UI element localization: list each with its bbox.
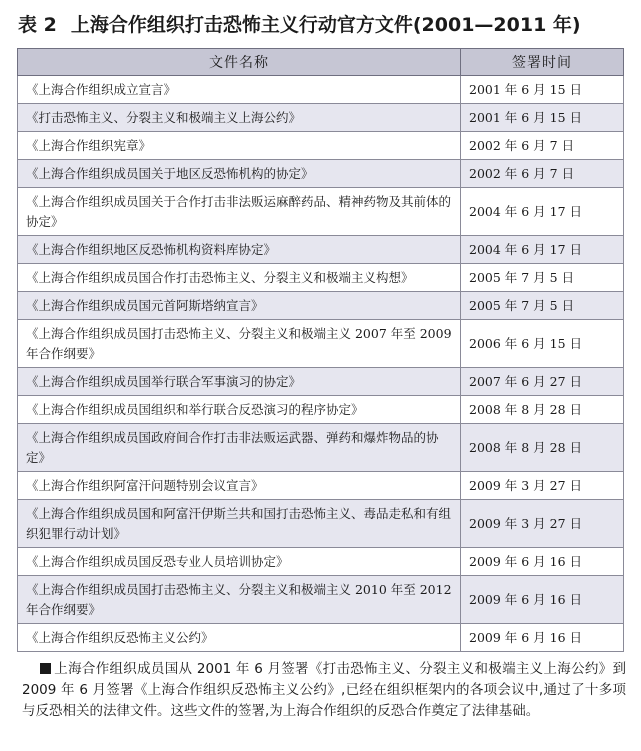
document-name: 《上海合作组织成员国反恐专业人员培训协定》 xyxy=(18,548,461,576)
table-row xyxy=(18,236,624,264)
table-row xyxy=(18,424,624,472)
column-header-date: 签署时间 xyxy=(461,49,624,76)
table-header-row xyxy=(18,49,624,76)
signing-date: 2006 年 6 月 15 日 xyxy=(461,320,624,368)
signing-date: 2008 年 8 月 28 日 xyxy=(461,424,624,472)
signing-date: 2004 年 6 月 17 日 xyxy=(461,236,624,264)
documents-table xyxy=(17,48,624,652)
table-row xyxy=(18,368,624,396)
document-name: 《上海合作组织成员国打击恐怖主义、分裂主义和极端主义 2010 年至 2012 年合作纲要》 xyxy=(18,576,461,624)
table-caption xyxy=(18,10,628,40)
document-name: 《上海合作组织成员国合作打击恐怖主义、分裂主义和极端主义构想》 xyxy=(18,264,461,292)
document-name: 《上海合作组织成员国举行联合军事演习的协定》 xyxy=(18,368,461,396)
document-name: 《打击恐怖主义、分裂主义和极端主义上海公约》 xyxy=(18,104,461,132)
signing-date: 2001 年 6 月 15 日 xyxy=(461,76,624,104)
table-row xyxy=(18,160,624,188)
document-name: 《上海合作组织成员国和阿富汗伊斯兰共和国打击恐怖主义、毒品走私和有组织犯罪行动计划》 xyxy=(18,500,461,548)
signing-date: 2005 年 7 月 5 日 xyxy=(461,264,624,292)
square-bullet-icon xyxy=(40,663,51,674)
signing-date: 2009 年 3 月 27 日 xyxy=(461,472,624,500)
signing-date: 2009 年 6 月 16 日 xyxy=(461,624,624,652)
document-name: 《上海合作组织成员国政府间合作打击非法贩运武器、弹药和爆炸物品的协定》 xyxy=(18,424,461,472)
signing-date: 2005 年 7 月 5 日 xyxy=(461,292,624,320)
table-row xyxy=(18,292,624,320)
document-name: 《上海合作组织阿富汗问题特别会议宣言》 xyxy=(18,472,461,500)
signing-date: 2002 年 6 月 7 日 xyxy=(461,160,624,188)
table-row xyxy=(18,396,624,424)
document-name: 《上海合作组织成员国打击恐怖主义、分裂主义和极端主义 2007 年至 2009 年合作纲要》 xyxy=(18,320,461,368)
signing-date: 2009 年 6 月 16 日 xyxy=(461,548,624,576)
table-row xyxy=(18,76,624,104)
document-name: 《上海合作组织成员国组织和举行联合反恐演习的程序协定》 xyxy=(18,396,461,424)
column-header-name: 文件名称 xyxy=(18,49,461,76)
signing-date: 2008 年 8 月 28 日 xyxy=(461,396,624,424)
table-row xyxy=(18,132,624,160)
table-row xyxy=(18,104,624,132)
table-row xyxy=(18,320,624,368)
signing-date: 2004 年 6 月 17 日 xyxy=(461,188,624,236)
signing-date: 2001 年 6 月 15 日 xyxy=(461,104,624,132)
document-name: 《上海合作组织成立宣言》 xyxy=(18,76,461,104)
signing-date: 2007 年 6 月 27 日 xyxy=(461,368,624,396)
table-row xyxy=(18,472,624,500)
table-row xyxy=(18,264,624,292)
document-name: 《上海合作组织成员国元首阿斯塔纳宣言》 xyxy=(18,292,461,320)
document-name: 《上海合作组织地区反恐怖机构资料库协定》 xyxy=(18,236,461,264)
document-name: 《上海合作组织反恐怖主义公约》 xyxy=(18,624,461,652)
table-row xyxy=(18,576,624,624)
signing-date: 2009 年 3 月 27 日 xyxy=(461,500,624,548)
summary-text: 上海合作组织成员国从 2001 年 6 月签署《打击恐怖主义、分裂主义和极端主义上海公约》到 2009 年 6 月签署《上海合作组织反恐怖主义公约》,已经在组织框架内的各项会议中,通过了十多项与反恐相关的法律文件。这些文件的签署,为上海合作组织的反恐合作奠定了法律基础。 xyxy=(22,661,626,719)
document-name: 《上海合作组织成员国关于合作打击非法贩运麻醉药品、精神药物及其前体的协定》 xyxy=(18,188,461,236)
table-row xyxy=(18,548,624,576)
signing-date: 2002 年 6 月 7 日 xyxy=(461,132,624,160)
table-title: 上海合作组织打击恐怖主义行动官方文件(2001—2011 年) xyxy=(70,14,581,36)
table-row xyxy=(18,624,624,652)
document-name: 《上海合作组织成员国关于地区反恐怖机构的协定》 xyxy=(18,160,461,188)
table-number: 表 2 xyxy=(18,14,57,36)
table-row xyxy=(18,188,624,236)
document-name: 《上海合作组织宪章》 xyxy=(18,132,461,160)
signing-date: 2009 年 6 月 16 日 xyxy=(461,576,624,624)
summary-paragraph xyxy=(22,659,626,722)
table-row xyxy=(18,500,624,548)
